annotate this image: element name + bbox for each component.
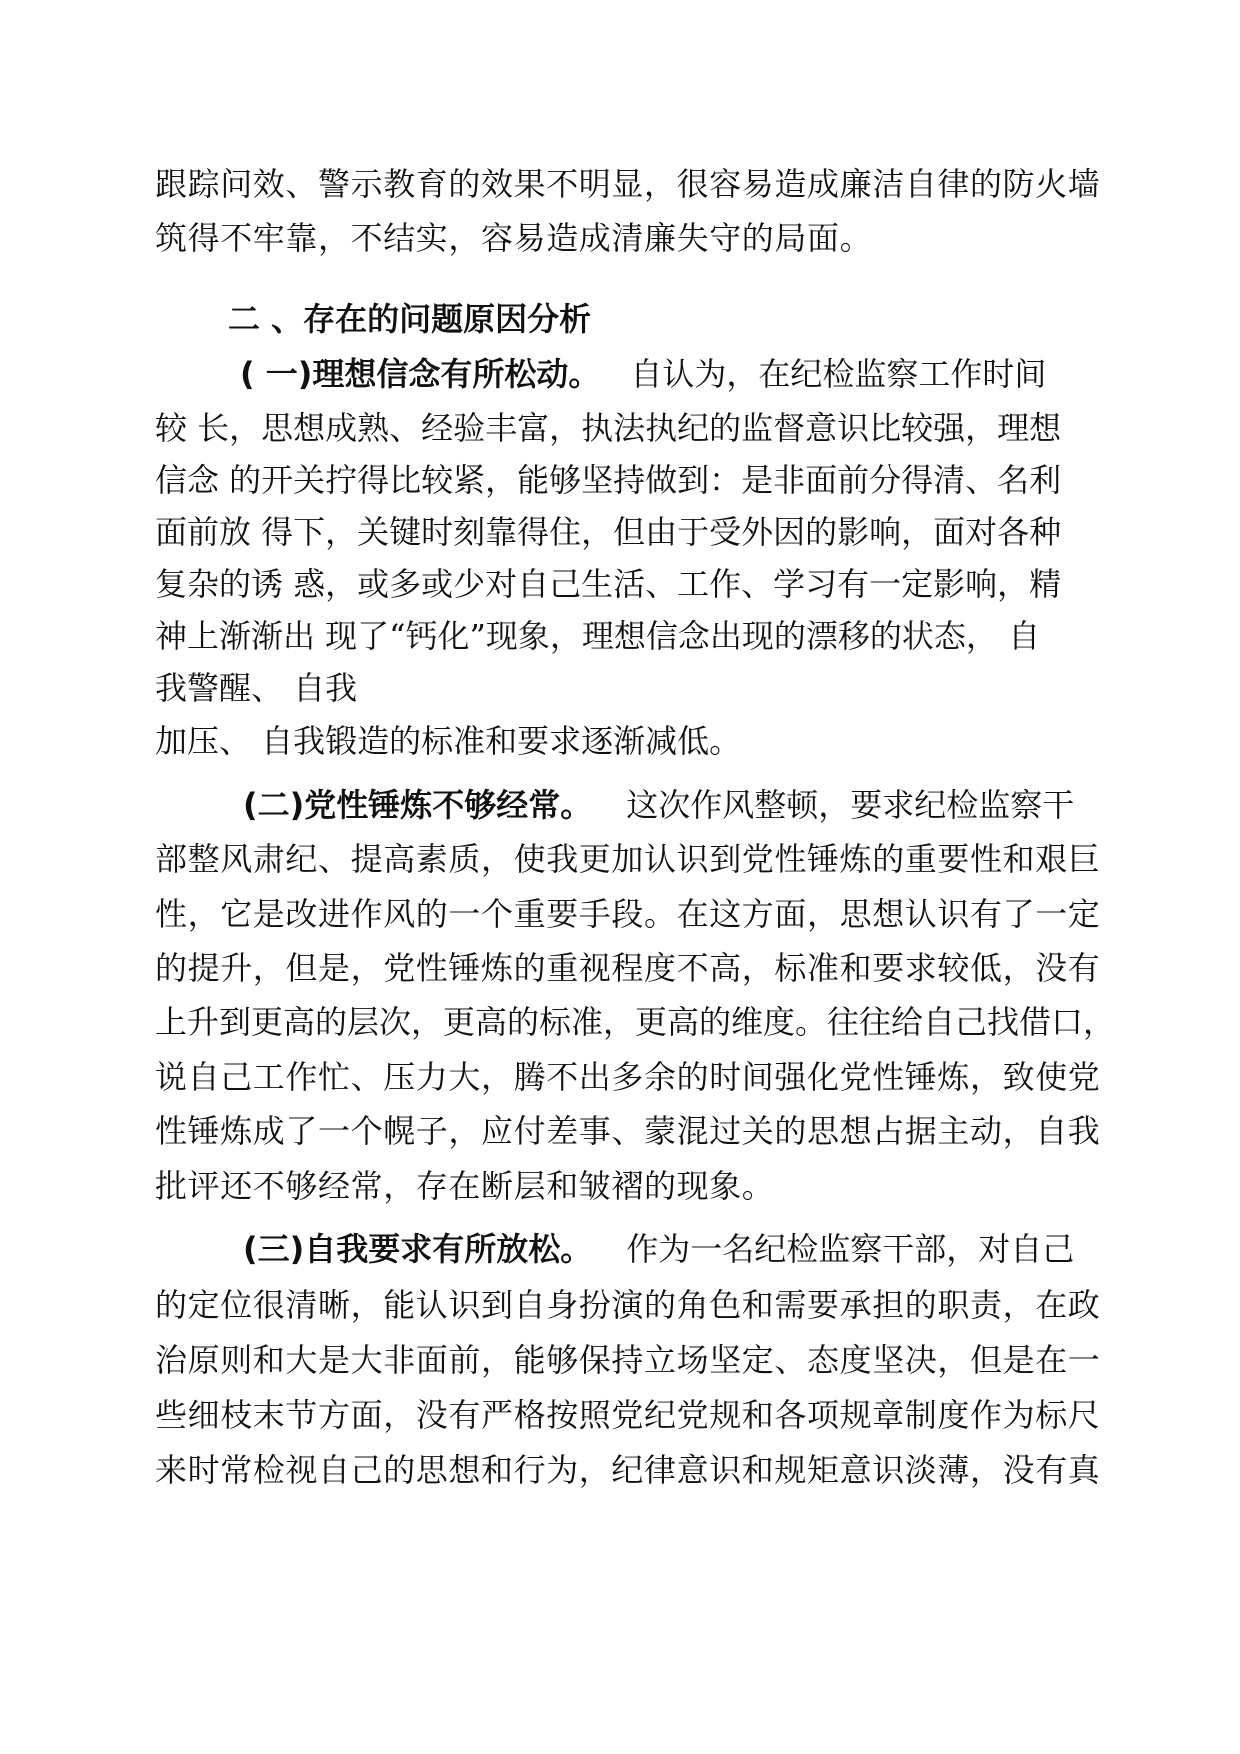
paragraph-line: 批评还不够经常，存在断层和皱褶的现象。 <box>155 1167 775 1205</box>
paragraph-line: 性锤炼成了一个幌子，应付差事、蒙混过关的思想占据主动，自我 <box>155 1112 1101 1150</box>
paragraph-line: 跟踪问效、警示教育的效果不明显，很容易造成廉洁自律的防火墙 <box>155 165 1101 203</box>
paragraph-line <box>240 354 1046 394</box>
paragraph-line: 部整风肃纪、提高素质，使我更加认识到党性锤炼的重要性和艰巨 <box>155 840 1101 878</box>
paragraph-text: 作为一名纪检监察干部，对自己 <box>626 1230 1075 1268</box>
paragraph-text: 这次作风整顿，要求纪检监察干 <box>626 786 1075 824</box>
paragraph-line: 来时常检视自己的思想和行为，纪律意识和规矩意识淡薄，没有真 <box>155 1451 1101 1489</box>
paragraph-line: 加压、 自我锻造的标准和要求逐渐减低。 <box>155 722 742 760</box>
section-heading: 二 、存在的问题原因分析 <box>228 300 592 338</box>
paragraph-line: 些细枝末节方面，没有严格按照党纪党规和各项规章制度作为标尺 <box>155 1396 1101 1434</box>
subsection-heading: ( 一)理想信念有所松动。 <box>240 355 601 393</box>
paragraph-line: 的提升，但是，党性锤炼的重视程度不高，标准和要求较低，没有 <box>155 949 1101 987</box>
paragraph-line: 治原则和大是大非面前，能够保持立场坚定、态度坚决，但是在一 <box>155 1341 1101 1379</box>
paragraph-line: 面前放 得下，关键时刻靠得住，但由于受外因的影响，面对各种 <box>155 513 1062 551</box>
subsection-heading: (三)自我要求有所放松。 <box>243 1230 593 1268</box>
paragraph-line: 神上渐渐出 现了“钙化”现象，理想信念出现的漂移的状态， 自 <box>155 617 1041 655</box>
paragraph-line <box>243 785 1074 825</box>
subsection-heading: (二)党性锤炼不够经常。 <box>243 786 593 824</box>
paragraph-text: 自认为，在纪检监察工作时间 <box>630 355 1047 393</box>
paragraph-line: 性，它是改进作风的一个重要手段。在这方面，思想认识有了一定 <box>155 895 1101 933</box>
paragraph-line: 复杂的诱 惑，或多或少对自己生活、工作、学习有一定影响，精 <box>155 565 1062 603</box>
paragraph-line: 信念 的开关拧得比较紧，能够坚持做到：是非面前分得清、名利 <box>155 461 1062 499</box>
paragraph-line <box>243 1229 1074 1269</box>
paragraph-line: 的定位很清晰，能认识到自身扮演的角色和需要承担的职责，在政 <box>155 1286 1101 1324</box>
paragraph-line: 筑得不牢靠，不结实，容易造成清廉失守的局面。 <box>155 219 873 257</box>
paragraph-line: 较 长，思想成熟、经验丰富，执法执纪的监督意识比较强，理想 <box>155 409 1062 447</box>
paragraph-line: 上升到更高的层次，更高的标准，更高的维度。往往给自己找借口， <box>155 1003 1116 1041</box>
paragraph-line: 说自己工作忙、压力大，腾不出多余的时间强化党性锤炼，致使党 <box>155 1058 1101 1096</box>
paragraph-line: 我警醒、 自我 <box>155 669 358 707</box>
